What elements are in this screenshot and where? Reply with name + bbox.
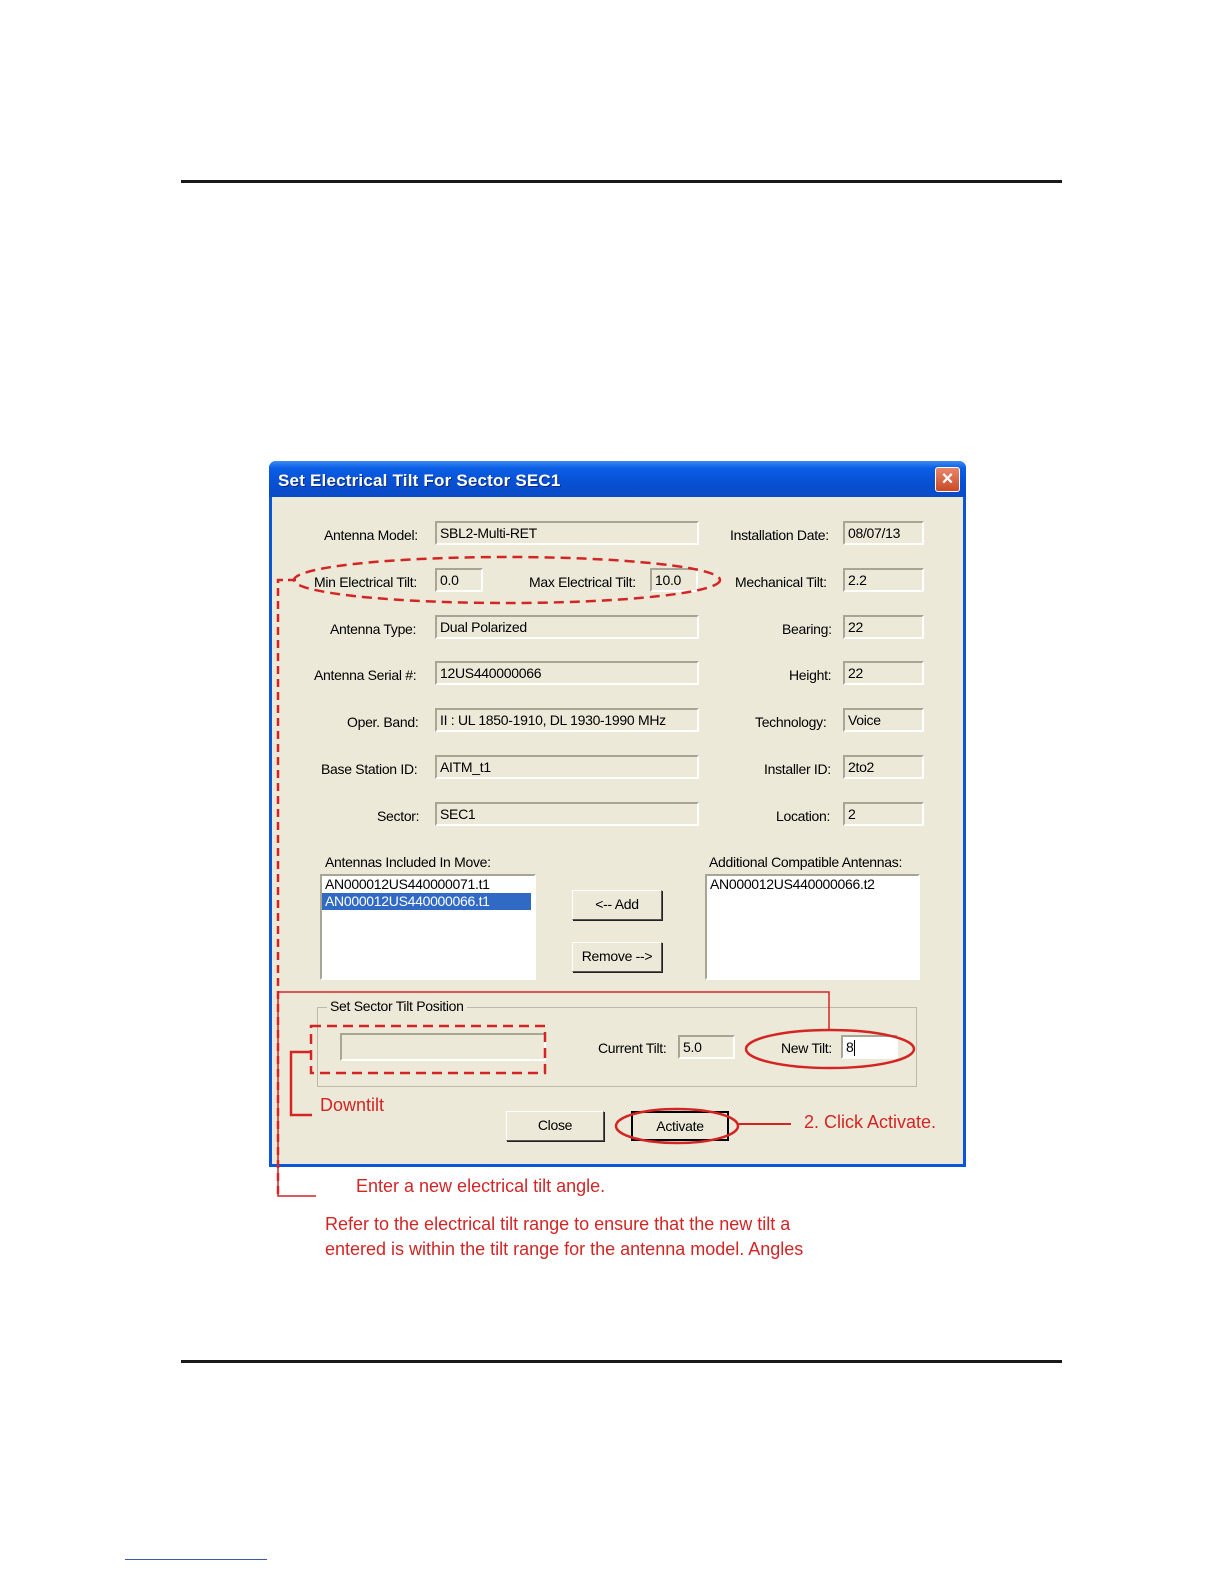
list-item[interactable]: AN000012US440000066.t2 xyxy=(710,876,875,892)
text-caret xyxy=(854,1040,855,1056)
sector-label: Sector: xyxy=(377,808,420,824)
antenna-serial-field: 12US440000066 xyxy=(435,661,699,685)
dialog-body xyxy=(272,497,963,1164)
current-tilt-label: Current Tilt: xyxy=(598,1040,667,1056)
add-button[interactable]: <-- Add xyxy=(572,890,662,920)
mechanical-tilt-field: 2.2 xyxy=(843,568,924,592)
antenna-type-field: Dual Polarized xyxy=(435,615,699,639)
included-antennas-list[interactable] xyxy=(320,874,536,980)
downtilt-indicator xyxy=(340,1033,546,1061)
antenna-model-label: Antenna Model: xyxy=(324,527,418,543)
new-tilt-input[interactable] xyxy=(841,1035,898,1059)
sector-field: SEC1 xyxy=(435,802,699,826)
dialog-titlebar[interactable] xyxy=(269,461,966,497)
close-icon[interactable]: × xyxy=(935,467,960,492)
remove-button[interactable]: Remove --> xyxy=(572,942,662,972)
max-tilt-label: Max Electrical Tilt: xyxy=(529,574,636,590)
installer-id-field: 2to2 xyxy=(843,755,924,779)
base-station-id-label: Base Station ID: xyxy=(321,761,418,777)
included-antennas-label: Antennas Included In Move: xyxy=(325,854,491,870)
oper-band-field: II : UL 1850-1910, DL 1930-1990 MHz xyxy=(435,708,699,732)
new-tilt-label: New Tilt: xyxy=(781,1040,832,1056)
location-label: Location: xyxy=(776,808,831,824)
height-label: Height: xyxy=(789,667,832,683)
downtilt-caption: Downtilt xyxy=(320,1095,385,1115)
installation-date-label: Installation Date: xyxy=(730,527,829,543)
location-field: 2 xyxy=(843,802,924,826)
list-item[interactable]: AN000012US440000071.t1 xyxy=(325,876,490,892)
bearing-label: Bearing: xyxy=(782,621,832,637)
additional-antennas-label: Additional Compatible Antennas: xyxy=(709,854,903,870)
list-item-selected[interactable]: AN000012US440000066.t1 xyxy=(322,893,531,910)
mechanical-tilt-label: Mechanical Tilt: xyxy=(735,574,827,590)
close-button[interactable]: Close xyxy=(506,1111,604,1141)
antenna-serial-label: Antenna Serial #: xyxy=(314,667,417,683)
installer-id-label: Installer ID: xyxy=(764,761,831,777)
top-rule xyxy=(181,180,1062,183)
footnote-divider xyxy=(125,1559,267,1560)
technology-field: Voice xyxy=(843,708,924,732)
dialog-title: Set Electrical Tilt For Sector SEC1 xyxy=(278,471,561,490)
refer-caption-line1: Refer to the electrical tilt range to ensure that the new tilt a xyxy=(325,1214,791,1234)
bearing-field: 22 xyxy=(843,615,924,639)
min-tilt-label: Min Electrical Tilt: xyxy=(314,574,417,590)
sector-tilt-groupbox xyxy=(317,998,917,1087)
refer-caption-line2: entered is within the tilt range for the antenna model. Angles xyxy=(325,1239,804,1259)
additional-antennas-list[interactable] xyxy=(705,874,920,980)
base-station-id-field: AITM_t1 xyxy=(435,755,699,779)
min-tilt-field: 0.0 xyxy=(435,568,483,592)
set-electrical-tilt-dialog xyxy=(269,461,966,1167)
height-field: 22 xyxy=(843,661,924,685)
group-title: Set Sector Tilt Position xyxy=(327,998,467,1014)
antenna-model-field: SBL2-Multi-RET xyxy=(435,521,699,545)
technology-label: Technology: xyxy=(755,714,827,730)
enter-tilt-caption: Enter a new electrical tilt angle. xyxy=(356,1176,606,1196)
bottom-rule xyxy=(181,1360,1062,1363)
activate-button[interactable]: Activate xyxy=(631,1111,729,1141)
installation-date-field: 08/07/13 xyxy=(843,521,924,545)
click-activate-caption: 2. Click Activate. xyxy=(804,1112,937,1132)
new-tilt-value: 8 xyxy=(846,1039,854,1055)
antenna-type-label: Antenna Type: xyxy=(330,621,417,637)
current-tilt-field: 5.0 xyxy=(678,1035,735,1059)
oper-band-label: Oper. Band: xyxy=(347,714,419,730)
max-tilt-field: 10.0 xyxy=(650,568,698,592)
